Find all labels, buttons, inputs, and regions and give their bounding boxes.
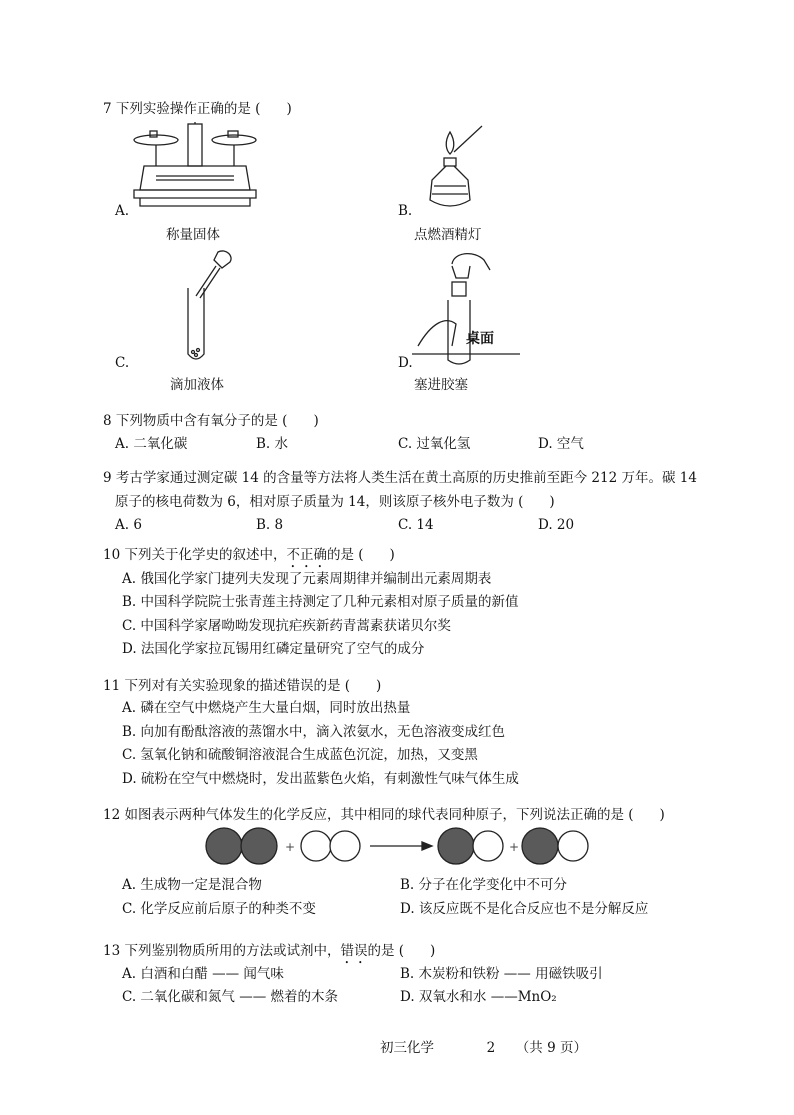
gray-atom	[241, 828, 277, 864]
q12-option-a: A. 生成物一定是混合物	[122, 877, 262, 893]
q7-option-a-caption: 称量固体	[166, 227, 220, 243]
balance-illustration	[126, 122, 266, 222]
footer-page-number: 2	[486, 1040, 496, 1056]
q7-option-c-caption: 滴加液体	[170, 377, 224, 393]
q7-option-a-letter: A.	[115, 203, 130, 219]
q8-option-c: C. 过氧化氢	[398, 436, 471, 452]
q8-stem: 8 下列物质中含有氧分子的是 ( )	[103, 413, 319, 429]
reaction-diagram	[200, 826, 600, 870]
q13-stem: 13 下列鉴别物质所用的方法或试剂中，错误的是 ( )	[103, 943, 436, 959]
q11-option-b: B. 向加有酚酞溶液的蒸馏水中，滴入浓氨水，无色溶液变成红色	[122, 724, 506, 740]
q12-option-c: C. 化学反应前后原子的种类不变	[122, 901, 316, 917]
page-footer	[380, 1036, 587, 1056]
stopper-illustration	[412, 250, 522, 368]
q9-option-d: D. 20	[538, 517, 575, 533]
gray-atom	[522, 828, 558, 864]
q7-option-b-caption: 点燃酒精灯	[414, 227, 482, 243]
q10-option-d: D. 法国化学家拉瓦锡用红磷定量研究了空气的成分	[122, 641, 425, 657]
q12-option-b: B. 分子在化学变化中不可分	[400, 877, 568, 893]
q12-stem: 12 如图表示两种气体发生的化学反应，其中相同的球代表同种原子，下列说法正确的是 ( )	[103, 807, 665, 823]
q13-option-d: D. 双氧水和水 ——MnO₂	[400, 989, 557, 1005]
q7-desk-label: 桌面	[466, 331, 494, 347]
q9-line1: 9 考古学家通过测定碳 14 的含量等方法将人类生活在黄土高原的历史推前至距今 212 万年。碳 14	[103, 470, 697, 486]
white-atom	[330, 831, 360, 861]
q13-option-c: C. 二氧化碳和氮气 —— 燃着的木条	[122, 989, 339, 1005]
q9-option-a: A. 6	[115, 517, 142, 533]
q8-option-b: B. 水	[256, 436, 289, 452]
q7-option-d-caption: 塞进胶塞	[414, 377, 468, 393]
q9-line2: 原子的核电荷数为 6，相对原子质量为 14，则该原子核外电子数为 ( )	[115, 494, 555, 510]
q9-option-b: B. 8	[256, 517, 284, 533]
gray-atom	[206, 828, 242, 864]
white-atom	[473, 831, 503, 861]
plus-sign: +	[509, 840, 520, 854]
q10-option-b: B. 中国科学院院士张青莲主持测定了几种元素相对原子质量的新值	[122, 594, 519, 610]
q9-option-c: C. 14	[398, 517, 434, 533]
alcohol-lamp-illustration	[410, 124, 490, 216]
q11-option-d: D. 硫粉在空气中燃烧时，发出蓝紫色火焰，有刺激性气味气体生成	[122, 771, 519, 787]
q11-option-a: A. 磷在空气中燃烧产生大量白烟，同时放出热量	[122, 700, 411, 716]
q8-option-a: A. 二氧化碳	[115, 436, 188, 452]
q8-option-d: D. 空气	[538, 436, 584, 452]
q7-stem: 7 下列实验操作正确的是 ( )	[103, 101, 292, 117]
q11-option-c: C. 氢氧化钠和硫酸铜溶液混合生成蓝色沉淀，加热，又变黑	[122, 747, 478, 763]
white-atom	[558, 831, 588, 861]
footer-subject: 初三化学	[380, 1040, 434, 1056]
gray-atom	[438, 828, 474, 864]
white-atom	[301, 831, 331, 861]
q11-stem: 11 下列对有关实验现象的描述错误的是 ( )	[103, 678, 382, 694]
q12-option-d: D. 该反应既不是化合反应也不是分解反应	[400, 901, 649, 917]
q13-option-b: B. 木炭粉和铁粉 —— 用磁铁吸引	[400, 966, 603, 982]
plus-sign: +	[285, 840, 296, 854]
q7-option-c-letter: C.	[115, 355, 130, 371]
footer-total-pages: （共 9 页）	[515, 1040, 587, 1056]
q10-option-c: C. 中国科学家屠呦呦发现抗疟疾新药青蒿素获诺贝尔奖	[122, 618, 451, 634]
q10-option-a: A. 俄国化学家门捷列夫发现了元素周期律并编制出元素周期表	[122, 571, 492, 587]
q7-option-d-letter: D.	[398, 355, 413, 371]
dropper-illustration	[178, 248, 238, 368]
q13-option-a: A. 白酒和白醋 —— 闻气味	[122, 966, 284, 982]
q7-option-b-letter: B.	[398, 203, 413, 219]
q10-stem: 10 下列关于化学史的叙述中，不正确的是 ( )	[103, 547, 395, 563]
arrowhead-icon	[422, 842, 432, 850]
